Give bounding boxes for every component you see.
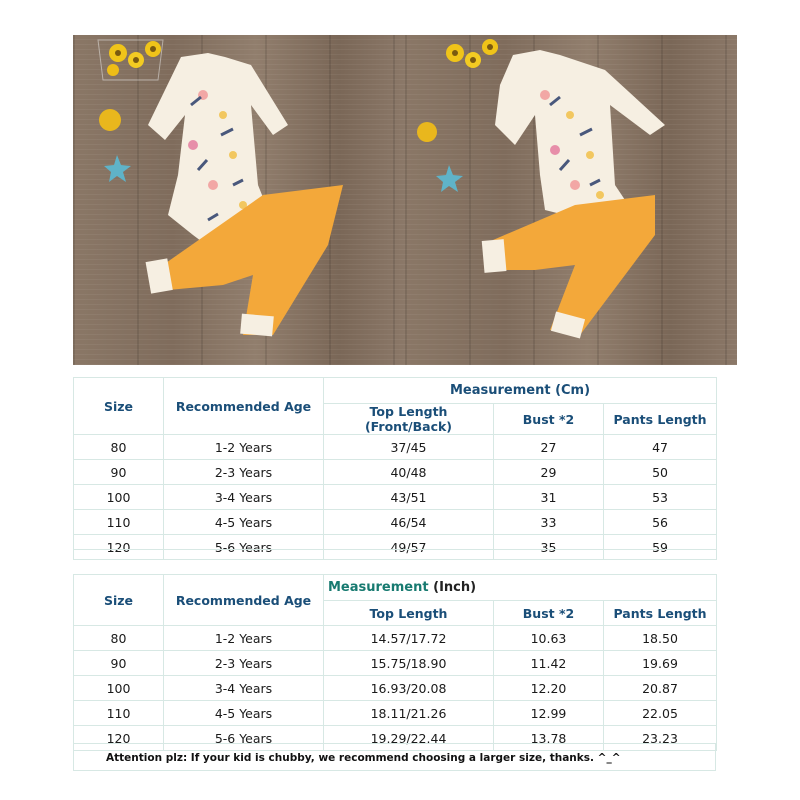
outfit-photo-left xyxy=(73,35,405,365)
cell-bust: 12.20 xyxy=(494,676,604,701)
cell-top-length: 43/51 xyxy=(324,485,494,510)
header-pants-length: Pants Length xyxy=(604,404,717,435)
cell-age: 2-3 Years xyxy=(164,651,324,676)
header-size: Size xyxy=(74,575,164,626)
cell-size: 90 xyxy=(74,460,164,485)
table-row xyxy=(74,701,717,726)
cell-bust: 35 xyxy=(494,535,604,560)
cell-bust: 27 xyxy=(494,435,604,460)
sunflower-icon xyxy=(446,39,498,68)
outfit-illustration xyxy=(73,35,405,365)
cell-pants-length: 53 xyxy=(604,485,717,510)
size-table-inch xyxy=(73,574,717,751)
cell-top-length: 40/48 xyxy=(324,460,494,485)
header-size: Size xyxy=(74,378,164,435)
cell-age: 2-3 Years xyxy=(164,460,324,485)
cell-age: 3-4 Years xyxy=(164,485,324,510)
inch-unit-label: (Inch) xyxy=(433,580,477,595)
cell-pants-length: 59 xyxy=(604,535,717,560)
cell-size: 100 xyxy=(74,676,164,701)
outfit-illustration xyxy=(405,35,737,365)
cell-pants-length: 18.50 xyxy=(604,626,717,651)
cell-age: 4-5 Years xyxy=(164,510,324,535)
cell-age: 1-2 Years xyxy=(164,626,324,651)
cell-pants-length: 50 xyxy=(604,460,717,485)
header-measurement-inch xyxy=(324,575,717,601)
cell-age: 5-6 Years xyxy=(164,726,324,751)
sunflower-icon xyxy=(98,40,163,80)
cell-top-length: 46/54 xyxy=(324,510,494,535)
cell-top-length: 37/45 xyxy=(324,435,494,460)
table-row xyxy=(74,676,717,701)
header-pants-length: Pants Length xyxy=(604,601,717,626)
cell-pants-length: 56 xyxy=(604,510,717,535)
cell-top-length: 49/57 xyxy=(324,535,494,560)
header-recommended-age: Recommended Age xyxy=(164,575,324,626)
outfit-photo-right xyxy=(405,35,737,365)
size-table-cm xyxy=(73,377,717,560)
cell-age: 1-2 Years xyxy=(164,435,324,460)
starfish-icon xyxy=(104,155,131,182)
measurement-label: Measurement xyxy=(328,580,429,595)
cell-age: 5-6 Years xyxy=(164,535,324,560)
table-row xyxy=(74,626,717,651)
cell-size: 120 xyxy=(74,726,164,751)
table-row xyxy=(74,651,717,676)
cell-size: 80 xyxy=(74,626,164,651)
header-top-length: Top Length xyxy=(324,601,494,626)
cell-size: 120 xyxy=(74,535,164,560)
table-row xyxy=(74,510,717,535)
cell-size: 110 xyxy=(74,701,164,726)
cell-pants-length: 20.87 xyxy=(604,676,717,701)
orange-pants xyxy=(490,195,655,335)
yarn-ball-icon xyxy=(417,122,437,142)
cell-age: 4-5 Years xyxy=(164,701,324,726)
header-recommended-age: Recommended Age xyxy=(164,378,324,435)
cell-size: 110 xyxy=(74,510,164,535)
cell-bust: 29 xyxy=(494,460,604,485)
header-bust: Bust *2 xyxy=(494,404,604,435)
cell-size: 90 xyxy=(74,651,164,676)
cell-bust: 11.42 xyxy=(494,651,604,676)
cell-top-length: 14.57/17.72 xyxy=(324,626,494,651)
table-row xyxy=(74,460,717,485)
header-top-length: Top Length (Front/Back) xyxy=(324,404,494,435)
header-bust: Bust *2 xyxy=(494,601,604,626)
cell-bust: 33 xyxy=(494,510,604,535)
cell-bust: 12.99 xyxy=(494,701,604,726)
table-spacer xyxy=(73,549,716,575)
cell-top-length: 15.75/18.90 xyxy=(324,651,494,676)
table-row xyxy=(74,485,717,510)
cell-bust: 31 xyxy=(494,485,604,510)
cell-size: 80 xyxy=(74,435,164,460)
starfish-icon xyxy=(436,165,463,192)
cell-pants-length: 47 xyxy=(604,435,717,460)
cell-size: 100 xyxy=(74,485,164,510)
attention-note: Attention plz: If your kid is chubby, we recommend choosing a larger size, thanks. ^_^ xyxy=(73,743,716,771)
table-row xyxy=(74,435,717,460)
cell-bust: 10.63 xyxy=(494,626,604,651)
cell-top-length: 18.11/21.26 xyxy=(324,701,494,726)
yarn-ball-icon xyxy=(99,109,121,131)
cell-top-length: 16.93/20.08 xyxy=(324,676,494,701)
cell-pants-length: 19.69 xyxy=(604,651,717,676)
cell-top-length: 19.29/22.44 xyxy=(324,726,494,751)
cell-pants-length: 23.23 xyxy=(604,726,717,751)
cell-pants-length: 22.05 xyxy=(604,701,717,726)
cell-bust: 13.78 xyxy=(494,726,604,751)
header-measurement-cm: Measurement (Cm) xyxy=(324,378,717,404)
cell-age: 3-4 Years xyxy=(164,676,324,701)
